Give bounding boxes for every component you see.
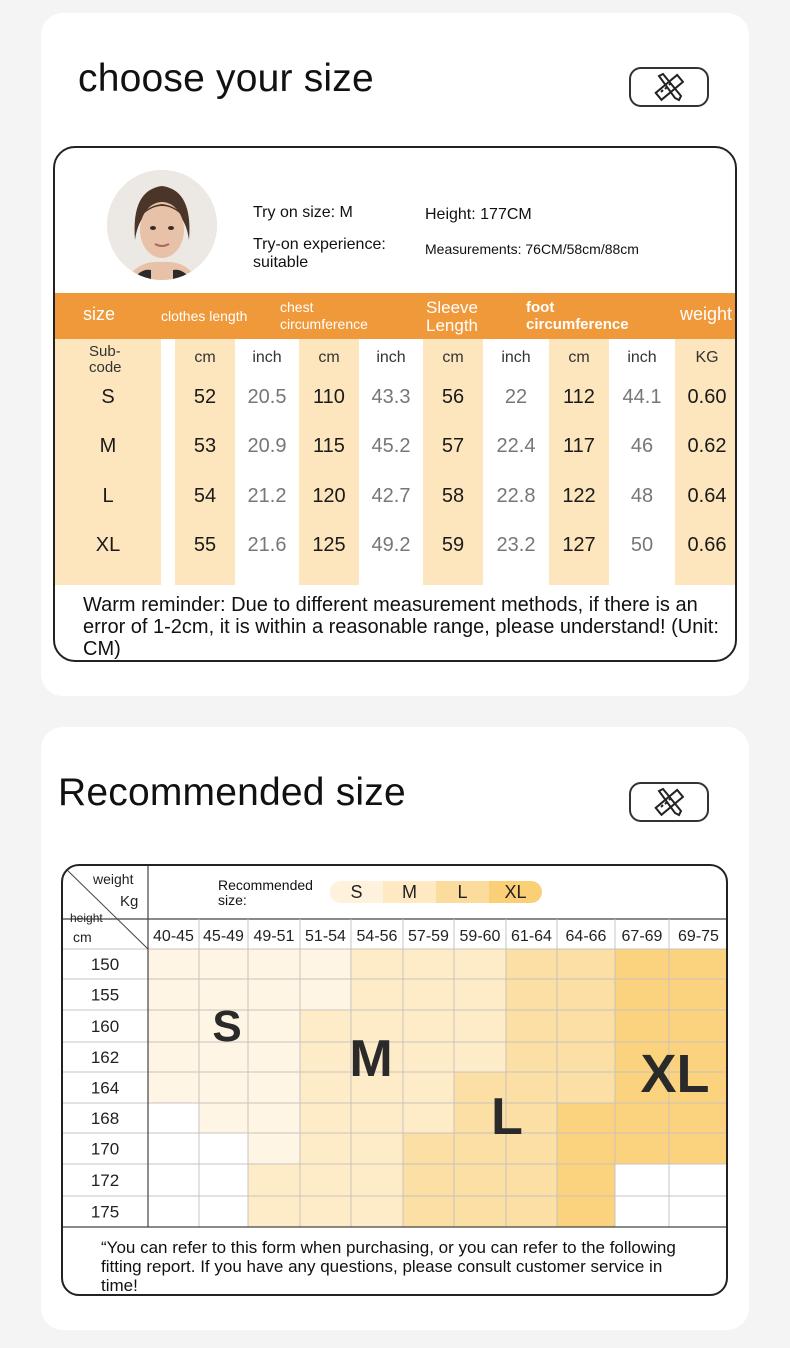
size-value-cell: 0.64 xyxy=(687,485,727,507)
grid-cell xyxy=(199,949,248,979)
height-row-label: 170 xyxy=(90,1139,120,1159)
recommended-size-table xyxy=(61,864,728,1296)
size-value-cell: 120 xyxy=(312,485,346,507)
legend-pill xyxy=(330,881,542,903)
grid-cell xyxy=(148,1010,199,1042)
size-code-cell: S xyxy=(101,386,115,408)
grid-cell xyxy=(248,1103,300,1133)
grid-cell xyxy=(248,1010,300,1042)
big-size-label: XL xyxy=(640,1044,710,1104)
size-value-cell: 115 xyxy=(313,435,345,457)
size-value-cell: 0.62 xyxy=(687,435,727,457)
grid-cell xyxy=(300,1133,351,1164)
grid-cell xyxy=(199,1072,248,1103)
grid-cell xyxy=(506,1164,557,1196)
header-clothes-length: clothes length xyxy=(161,308,248,324)
grid-cell xyxy=(615,1164,669,1196)
size-value-cell: 23.2 xyxy=(496,534,536,556)
height-row-label: 172 xyxy=(90,1171,120,1190)
size-value-cell: 49.2 xyxy=(371,534,411,556)
weight-range-header: 67-69 xyxy=(621,928,663,945)
grid-cell xyxy=(615,1010,669,1042)
grid-cell xyxy=(615,949,669,979)
size-value-cell: 0.66 xyxy=(687,534,727,556)
try-on-size: Try on size: M xyxy=(253,204,353,221)
size-value-cell: 122 xyxy=(562,485,596,507)
grid-cell xyxy=(148,1133,199,1164)
weight-range-header: 49-51 xyxy=(253,928,295,945)
grid-cell xyxy=(557,1164,615,1196)
grid-cell xyxy=(403,1164,454,1196)
recommended-size-title: Recommended size xyxy=(58,771,406,814)
height-row-label: 155 xyxy=(90,985,120,1005)
grid-cell xyxy=(506,1042,557,1072)
size-value-cell: 55 xyxy=(193,534,217,556)
grid-cell xyxy=(669,1164,728,1196)
legend-s: S xyxy=(330,881,383,903)
height-row-label: 175 xyxy=(90,1202,120,1222)
size-value-cell: 127 xyxy=(562,534,596,556)
grid-cell xyxy=(557,1072,615,1103)
size-value-cell: 48 xyxy=(630,485,654,507)
size-value-cell: 0.60 xyxy=(687,386,727,408)
big-size-label: L xyxy=(491,1088,523,1146)
size-value-cell: 22.4 xyxy=(496,435,536,457)
grid-cell xyxy=(300,1072,351,1103)
grid-cell xyxy=(300,979,351,1010)
model-height: Height: 177CM xyxy=(425,206,532,223)
sub-header-cell: cm xyxy=(194,349,216,366)
size-value-cell: 21.2 xyxy=(247,485,287,507)
grid-cell xyxy=(148,979,199,1010)
legend-xl: XL xyxy=(489,881,542,903)
sub-header-cell: inch xyxy=(252,349,282,366)
grid-cell xyxy=(557,1103,615,1133)
size-value-cell: 59 xyxy=(441,534,465,556)
sub-header-cell: KG xyxy=(695,349,719,366)
ruler-pencil-icon xyxy=(629,782,709,822)
grid-cell xyxy=(454,1164,506,1196)
grid-cell xyxy=(351,979,403,1010)
legend-label: Recommended size: xyxy=(218,877,313,908)
size-value-cell: 20.5 xyxy=(247,386,287,408)
size-value-cell: 54 xyxy=(193,485,217,507)
size-value-cell: 52 xyxy=(193,386,217,408)
grid-cell xyxy=(351,1196,403,1227)
grid-cell xyxy=(506,1010,557,1042)
grid-cell xyxy=(248,1164,300,1196)
size-value-cell: 117 xyxy=(563,435,595,457)
size-table-header xyxy=(55,293,737,339)
weight-range-header: 69-75 xyxy=(678,928,719,945)
grid-cell xyxy=(669,1103,728,1133)
size-value-cell: 20.9 xyxy=(247,435,287,457)
size-code-cell: L xyxy=(102,485,114,507)
corner-label: weight xyxy=(93,871,134,887)
weight-range-header: 54-56 xyxy=(356,928,398,945)
size-value-cell: 53 xyxy=(193,435,217,457)
weight-range-header: 45-49 xyxy=(203,928,244,945)
grid-cell xyxy=(403,1072,454,1103)
grid-cell xyxy=(615,1196,669,1227)
sub-header-cell: cm xyxy=(442,349,464,366)
grid-cell xyxy=(557,949,615,979)
size-chart-card xyxy=(41,13,749,696)
grid-cell xyxy=(403,949,454,979)
header-chest: chest circumference xyxy=(280,299,368,332)
sub-header-cell: Sub-code xyxy=(89,343,122,376)
header-size: size xyxy=(83,304,116,324)
size-value-cell: 46 xyxy=(630,435,654,457)
weight-range-header: 51-54 xyxy=(305,928,346,945)
weight-range-header: 57-59 xyxy=(408,928,449,945)
sub-header-cell: inch xyxy=(501,349,531,366)
weight-range-header: 61-64 xyxy=(511,928,552,945)
grid-cell xyxy=(557,1133,615,1164)
size-value-cell: 125 xyxy=(312,534,346,556)
grid-cell xyxy=(454,1196,506,1227)
grid-cell xyxy=(199,1133,248,1164)
grid-cell xyxy=(300,949,351,979)
grid-cell xyxy=(669,1196,728,1227)
grid-cell xyxy=(615,1133,669,1164)
header-weight: weight xyxy=(680,304,733,324)
size-value-cell: 57 xyxy=(441,435,465,457)
grid-cell xyxy=(403,1133,454,1164)
grid-cell xyxy=(248,949,300,979)
height-row-label: 162 xyxy=(90,1048,120,1067)
grid-cell xyxy=(615,979,669,1010)
grid-cell xyxy=(148,949,199,979)
corner-label: cm xyxy=(73,929,92,945)
corner-label: height xyxy=(70,911,103,925)
grid-cell xyxy=(454,1042,506,1072)
warm-reminder: Warm reminder: Due to different measurement methods, if there is an error of 1-2cm, it is within a reasonable range, please understand! (Unit: CM) xyxy=(83,594,719,660)
grid-cell xyxy=(403,1010,454,1042)
grid-cell xyxy=(351,1164,403,1196)
grid-cell xyxy=(454,949,506,979)
size-value-cell: 112 xyxy=(563,386,595,408)
big-size-label: M xyxy=(349,1030,393,1088)
grid-cell xyxy=(669,949,728,979)
grid-cell xyxy=(248,1133,300,1164)
size-value-cell: 22.8 xyxy=(496,485,536,507)
legend-l: L xyxy=(436,881,489,903)
grid-cell xyxy=(615,1103,669,1133)
size-value-cell: 44.1 xyxy=(622,386,662,408)
grid-cell xyxy=(454,1010,506,1042)
height-row-label: 164 xyxy=(90,1078,120,1098)
big-size-label: S xyxy=(212,1002,242,1051)
size-value-cell: 22 xyxy=(504,386,528,408)
sub-header-cell: inch xyxy=(627,349,657,366)
weight-range-header: 59-60 xyxy=(459,928,501,945)
grid-cell xyxy=(300,1164,351,1196)
choose-size-title: choose your size xyxy=(78,57,374,100)
grid-cell xyxy=(506,1196,557,1227)
grid-cell xyxy=(506,979,557,1010)
size-table xyxy=(53,146,737,662)
grid-cell xyxy=(506,949,557,979)
grid-cell xyxy=(403,1103,454,1133)
weight-range-header: 64-66 xyxy=(565,928,607,945)
grid-cell xyxy=(148,1042,199,1072)
grid-cell xyxy=(300,1196,351,1227)
grid-cell xyxy=(148,1196,199,1227)
model-avatar xyxy=(107,170,217,280)
grid-cell xyxy=(454,979,506,1010)
sub-header-cell: cm xyxy=(318,349,340,366)
height-row-label: 160 xyxy=(90,1017,120,1036)
size-value-cell: 43.3 xyxy=(371,386,411,408)
recommended-size-grid xyxy=(63,866,728,1296)
sub-header-cell: inch xyxy=(376,349,406,366)
grid-cell xyxy=(403,1042,454,1072)
corner-label: Kg xyxy=(120,893,139,910)
recommended-note: “You can refer to this form when purchasing, or you can refer to the following fitting report. If you have any questions, please consult customer service in time! xyxy=(101,1238,676,1295)
size-value-cell: 50 xyxy=(630,534,654,556)
recommended-size-card xyxy=(41,727,749,1330)
grid-cell xyxy=(199,1164,248,1196)
grid-cell xyxy=(248,1196,300,1227)
size-value-cell: 110 xyxy=(313,386,345,408)
grid-cell xyxy=(557,1042,615,1072)
grid-cell xyxy=(148,1072,199,1103)
header-foot: foot circumference xyxy=(526,299,629,333)
size-value-cell: 56 xyxy=(441,386,465,408)
grid-cell xyxy=(300,1042,351,1072)
grid-cell xyxy=(248,979,300,1010)
grid-cell xyxy=(248,1042,300,1072)
size-code-cell: M xyxy=(99,435,117,457)
model-measurements: Measurements: 76CM/58cm/88cm xyxy=(425,241,639,257)
size-value-cell: 45.2 xyxy=(371,435,411,457)
legend-m: M xyxy=(383,881,436,903)
grid-cell xyxy=(351,1133,403,1164)
grid-cell xyxy=(351,1103,403,1133)
grid-cell xyxy=(199,1196,248,1227)
grid-cell xyxy=(669,1010,728,1042)
size-code-cell: XL xyxy=(95,534,121,556)
try-on-experience: Try-on experience: suitable xyxy=(253,236,386,271)
grid-cell xyxy=(300,1010,351,1042)
height-row-label: 168 xyxy=(90,1109,120,1128)
grid-cell xyxy=(351,949,403,979)
weight-range-header: 40-45 xyxy=(153,928,194,945)
grid-cell xyxy=(403,1196,454,1227)
header-sleeve: Sleeve Length xyxy=(426,298,478,335)
size-value-cell: 42.7 xyxy=(371,485,411,507)
size-value-cell: 21.6 xyxy=(247,534,287,556)
grid-cell xyxy=(148,1164,199,1196)
sub-header-cell: cm xyxy=(568,349,590,366)
grid-cell xyxy=(148,1103,199,1133)
grid-cell xyxy=(248,1072,300,1103)
size-value-cell: 58 xyxy=(441,485,465,507)
ruler-pencil-icon xyxy=(629,67,709,107)
grid-cell xyxy=(669,1133,728,1164)
grid-cell xyxy=(300,1103,351,1133)
grid-cell xyxy=(557,1010,615,1042)
grid-cell xyxy=(669,979,728,1010)
grid-cell xyxy=(199,1103,248,1133)
grid-cell xyxy=(403,979,454,1010)
grid-cell xyxy=(557,979,615,1010)
grid-cell xyxy=(557,1196,615,1227)
height-row-label: 150 xyxy=(90,955,120,974)
